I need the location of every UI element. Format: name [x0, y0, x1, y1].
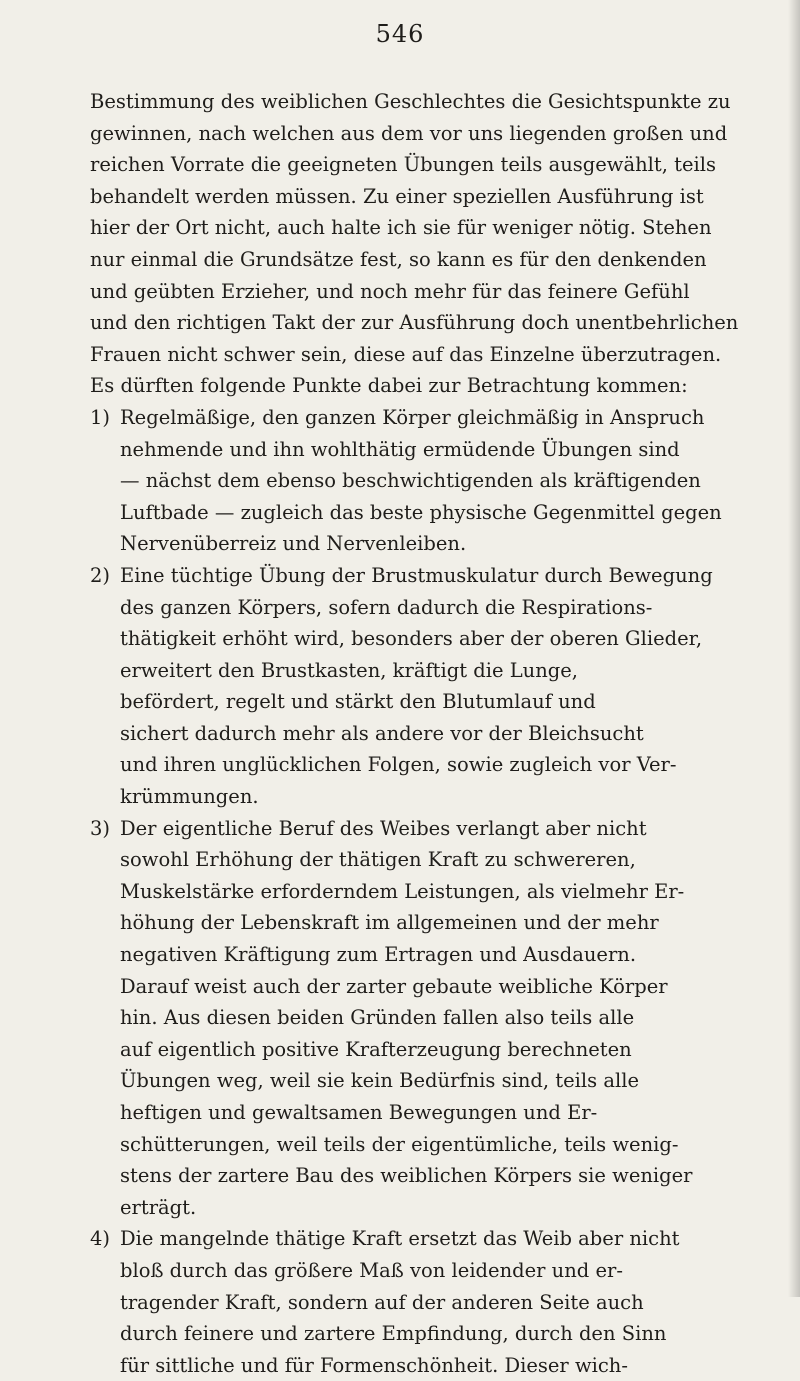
text-line: Darauf weist auch der zarter gebaute weibliche Körper [120, 974, 668, 998]
text-line: durch feinere und zartere Empfindung, durch den Sinn [120, 1322, 667, 1346]
text-line: Luftbade — zugleich das beste physische Gegenmittel gegen [120, 500, 722, 524]
text-line: erweitert den Brustkasten, kräftigt die Lunge, [120, 658, 578, 682]
item-number: 1) [90, 405, 111, 429]
item-number: 4) [90, 1227, 111, 1251]
text-line: und den richtigen Takt der zur Ausführung doch unentbehrlichen [90, 311, 739, 335]
text-line: Der eigentliche Beruf des Weibes verlangt aber nicht [120, 816, 647, 840]
text-line: und ihren unglücklichen Folgen, sowie zugleich vor Ver- [120, 753, 677, 777]
text-line: nur einmal die Grundsätze fest, so kann es für den denkenden [90, 247, 707, 271]
page-number: 546 [375, 20, 425, 48]
text-line: hin. Aus diesen beiden Gründen fallen also teils alle [120, 1006, 635, 1030]
text-line: hier der Ort nicht, auch halte ich sie für weniger nötig. Stehen [90, 216, 712, 240]
text-line: nehmende und ihn wohlthätig ermüdende Übungen sind [120, 437, 680, 461]
text-line: sichert dadurch mehr als andere vor der Bleichsucht [120, 721, 644, 745]
text-line: negativen Kräftigung zum Ertragen und Ausdauern. [120, 943, 637, 967]
text-line: gewinnen, nach welchen aus dem vor uns liegenden großen und [90, 121, 728, 145]
text-line: sowohl Erhöhung der thätigen Kraft zu schwereren, [120, 848, 636, 872]
list-item-3 [90, 813, 786, 1224]
item-number: 3) [90, 816, 111, 840]
list-item-4 [90, 1223, 786, 1381]
text-line: erträgt. [120, 1195, 197, 1219]
text-line: Es dürften folgende Punkte dabei zur Betrachtung kommen: [90, 374, 688, 398]
text-line: Frauen nicht schwer sein, diese auf das Einzelne überzutragen. [90, 342, 722, 366]
text-line: höhung der Lebenskraft im allgemeinen und der mehr [120, 911, 659, 935]
text-line: bloß durch das größere Maß von leidender und er- [120, 1258, 623, 1282]
text-line: reichen Vorrate die geeigneten Übungen teils ausgewählt, teils [90, 153, 717, 177]
page-edge-shadow [788, 0, 800, 1297]
text-line: Die mangelnde thätige Kraft ersetzt das Weib aber nicht [120, 1227, 680, 1251]
text-line: — nächst dem ebenso beschwichtigenden als kräftigenden [120, 469, 701, 493]
text-line: Regelmäßige, den ganzen Körper gleichmäßig in Anspruch [120, 405, 705, 429]
list-item-2 [90, 560, 786, 813]
item-number: 2) [90, 563, 111, 587]
text-line: krümmungen. [120, 785, 259, 809]
text-line: Nervenüberreiz und Nervenleiben. [120, 532, 467, 556]
text-line: Eine tüchtige Übung der Brustmuskulatur durch Bewegung [120, 563, 713, 587]
text-line: schütterungen, weil teils der eigentümliche, teils wenig- [120, 1132, 679, 1156]
body-text [90, 86, 786, 1381]
text-line: Muskelstärke erforderndem Leistungen, als vielmehr Er- [120, 879, 685, 903]
text-line: tragender Kraft, sondern auf der anderen Seite auch [120, 1290, 644, 1314]
text-line: befördert, regelt und stärkt den Blutumlauf und [120, 690, 596, 714]
text-line: des ganzen Körpers, sofern dadurch die Respirations- [120, 595, 653, 619]
text-line: behandelt werden müssen. Zu einer speziellen Ausführung ist [90, 184, 704, 208]
text-line: und geübten Erzieher, und noch mehr für das feinere Gefühl [90, 279, 690, 303]
text-line: auf eigentlich positive Krafterzeugung berechneten [120, 1037, 632, 1061]
text-line: stens der zartere Bau des weiblichen Körpers sie weniger [120, 1164, 693, 1188]
intro-paragraph [90, 86, 786, 402]
text-line: Bestimmung des weiblichen Geschlechtes die Gesichtspunkte zu [90, 90, 731, 113]
text-line: heftigen und gewaltsamen Bewegungen und Er- [120, 1101, 598, 1124]
text-line: thätigkeit erhöht wird, besonders aber der oberen Glieder, [120, 627, 703, 651]
text-line: Übungen weg, weil sie kein Bedürfnis sind, teils alle [120, 1069, 639, 1093]
text-line: für sittliche und für Formenschönheit. Dieser wich- [120, 1353, 628, 1377]
list-item-1 [90, 402, 786, 560]
